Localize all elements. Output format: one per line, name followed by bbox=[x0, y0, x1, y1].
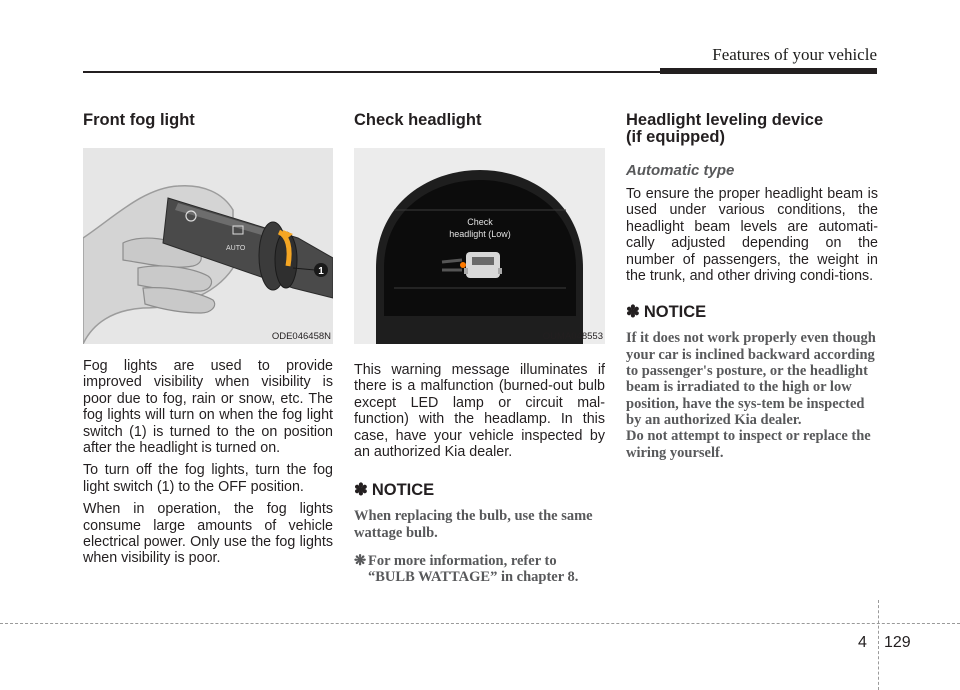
notice-star-icon: ✽ bbox=[626, 303, 640, 322]
column-headlight-leveling bbox=[626, 112, 878, 461]
page-number: 129 bbox=[884, 634, 911, 651]
header-rule bbox=[83, 71, 661, 73]
notice-text: Do not attempt to inspect or replace the wiring yourself. bbox=[626, 428, 871, 461]
figure-code: ODE046458N bbox=[271, 331, 331, 342]
cluster-display-illustration bbox=[354, 148, 605, 344]
paragraph: When in operation, the fog lights consume large amounts of vehicle electrical power. Only use the fog lights when visibility is poor. bbox=[83, 501, 333, 567]
paragraph: Fog lights are used to provide improved visibility when visibility is poor due to fog, rain or snow, etc. The fog lights will turn on when the fog light switch (1) is turned to the on position after the headlight is turned on. bbox=[83, 358, 333, 457]
paragraph: To turn off the fog lights, turn the fog light switch (1) to the OFF position. bbox=[83, 462, 333, 495]
header-rule-thick bbox=[660, 68, 877, 74]
column-check-headlight bbox=[354, 112, 605, 586]
bullet-star-icon: ❋ bbox=[354, 553, 367, 570]
callout-number: 1 bbox=[318, 266, 324, 277]
header-section-title: Features of your vehicle bbox=[712, 45, 877, 64]
heading-check-headlight: Check headlight bbox=[354, 111, 482, 129]
figure-code: OUMA048553 bbox=[542, 331, 603, 342]
heading-headlight-leveling: Headlight leveling device (if equipped) bbox=[626, 111, 824, 146]
notice-text: When replacing the bulb, use the same wattage bulb. bbox=[354, 508, 593, 541]
display-text-line2: headlight (Low) bbox=[449, 229, 511, 239]
notice-heading: ✽ NOTICE bbox=[354, 481, 435, 500]
fog-light-text bbox=[83, 358, 333, 567]
notice-star-icon: ✽ bbox=[354, 481, 368, 500]
heading-front-fog-light: Front fog light bbox=[83, 111, 195, 129]
figure-check-headlight-display bbox=[354, 148, 605, 344]
paragraph: To ensure the proper headlight beam is used under various conditions, the headlight beam levels are automati-cally adjusted depending on the number of passengers, the weight in the trunk, and other driving condi-tions. bbox=[626, 186, 878, 285]
notice-text: If it does not work properly even though your car is inclined backward according to passenger's posture, or the headlight beam is irradiated to the high or low position, have the sys-tem be inspected by an authorized Kia dealer. bbox=[626, 330, 876, 428]
figure-fog-light-switch bbox=[83, 148, 333, 344]
fog-light-switch-illustration bbox=[83, 148, 333, 344]
footer-divider bbox=[878, 600, 879, 690]
footer-rule bbox=[0, 623, 960, 624]
display-text-line1: Check bbox=[467, 217, 493, 227]
paragraph: This warning message illuminates if there is a malfunction (burned-out bulb except LED lamp or circuit mal-function) with the headlamp. In this case, have your vehicle inspected by an authorized Kia dealer. bbox=[354, 362, 605, 461]
chapter-number: 4 bbox=[858, 634, 867, 651]
notice-heading: ✽ NOTICE bbox=[626, 303, 707, 322]
switch-auto-label: AUTO bbox=[226, 245, 246, 252]
column-front-fog-light bbox=[83, 112, 333, 573]
notice-bullet: ❋ For more information, refer to “BULB WATTAGE” in chapter 8. bbox=[354, 553, 579, 586]
subheading-automatic-type: Automatic type bbox=[626, 162, 735, 179]
